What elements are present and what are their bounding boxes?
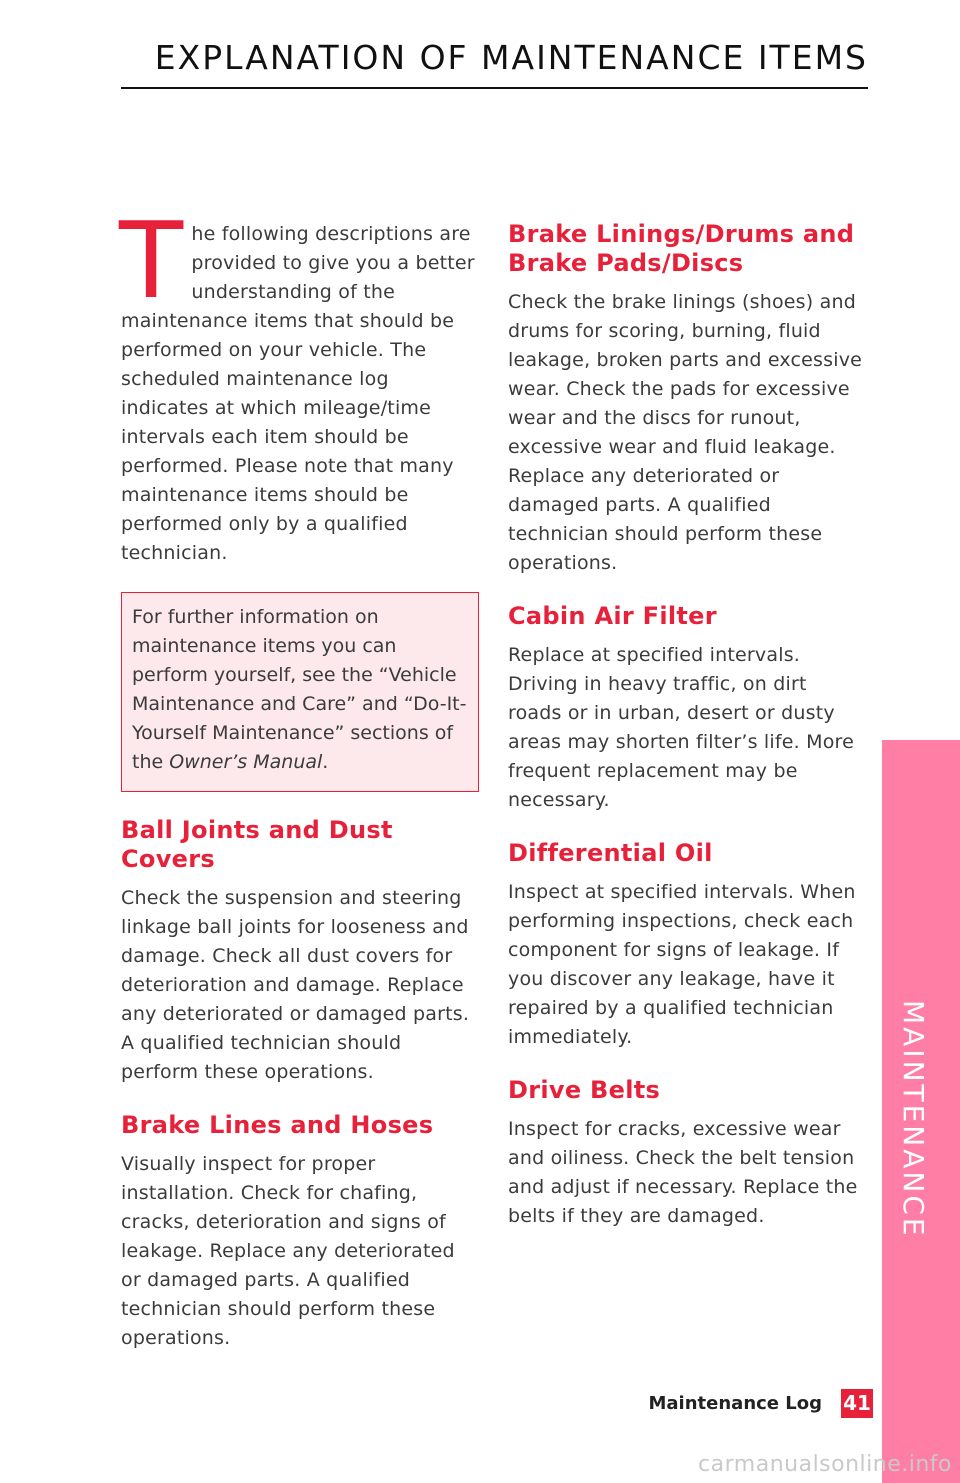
section-body-drive-belts: Inspect for cracks, excessive wear and oiliness. Check the belt tension and adjust if necessary. Replace the belts if they are damaged.: [508, 1118, 858, 1227]
section-body-differential-oil: Inspect at specified intervals. When performing inspections, check each component for signs of leakage. If you discover any leakage, have it repaired by a qualified technician immediately.: [508, 881, 856, 1048]
note-box: [121, 592, 479, 792]
page-title: EXPLANATION OF MAINTENANCE ITEMS: [154, 38, 868, 77]
footer-label: Maintenance Log: [648, 1393, 822, 1414]
intro-text: he following descriptions are provided to give you a better understanding of the maintenance items that should be performed on your vehicle. The scheduled maintenance log indicates at which mileage/time intervals each item should be performed. Please note that many maintenance items should be performed only by a qualified technician.: [121, 223, 475, 564]
drop-cap: T: [119, 200, 184, 322]
note-text-before: For further information on maintenance items you can perform yourself, see the “Vehicle Maintenance and Care” and “Do-It-Yourself Maintenance” sections of the: [132, 606, 467, 773]
note-text: [132, 603, 468, 777]
note-text-after: .: [322, 751, 329, 773]
section-body-brake-lines: Visually inspect for proper installation. Check for chafing, cracks, deterioration and signs of leakage. Replace any deteriorated or damaged parts. A qualified technician should perform these operations.: [121, 1153, 455, 1349]
section-title-cabin-air-filter: Cabin Air Filter: [508, 602, 717, 630]
section-title-drive-belts: Drive Belts: [508, 1076, 661, 1104]
section-title-ball-joints: Ball Joints and Dust Covers: [121, 816, 393, 873]
page-number: 41: [841, 1389, 873, 1418]
header-divider: [121, 87, 868, 89]
section-body-ball-joints: Check the suspension and steering linkage ball joints for looseness and damage. Check all dust covers for deterioration and damage. Replace any deteriorated or damaged parts. A qualified technician should perform these operations.: [121, 887, 470, 1083]
left-column: [119, 200, 479, 1353]
watermark: carmanualsonline.info: [698, 1452, 952, 1477]
intro-paragraph: [119, 200, 479, 568]
right-column: [508, 220, 863, 1231]
section-body-brake-linings: Check the brake linings (shoes) and drums for scoring, burning, fluid leakage, broken parts and excessive wear. Check the pads for excessive wear and the discs for runout, excessive wear and fluid leakage. Replace any deteriorated or damaged parts. A qualified technician should perform these operations.: [508, 291, 863, 574]
side-tab-label: MAINTENANCE: [897, 1000, 930, 1239]
section-body-cabin-air-filter: Replace at specified intervals. Driving in heavy traffic, on dirt roads or in urban, desert or dusty areas may shorten filter’s life. More frequent replacement may be necessary.: [508, 644, 855, 811]
section-title-brake-lines: Brake Lines and Hoses: [121, 1111, 434, 1139]
owners-manual-reference: Owner’s Manual: [169, 751, 323, 773]
section-title-brake-linings: Brake Linings/Drums and Brake Pads/Discs: [508, 220, 855, 277]
section-title-differential-oil: Differential Oil: [508, 839, 713, 867]
